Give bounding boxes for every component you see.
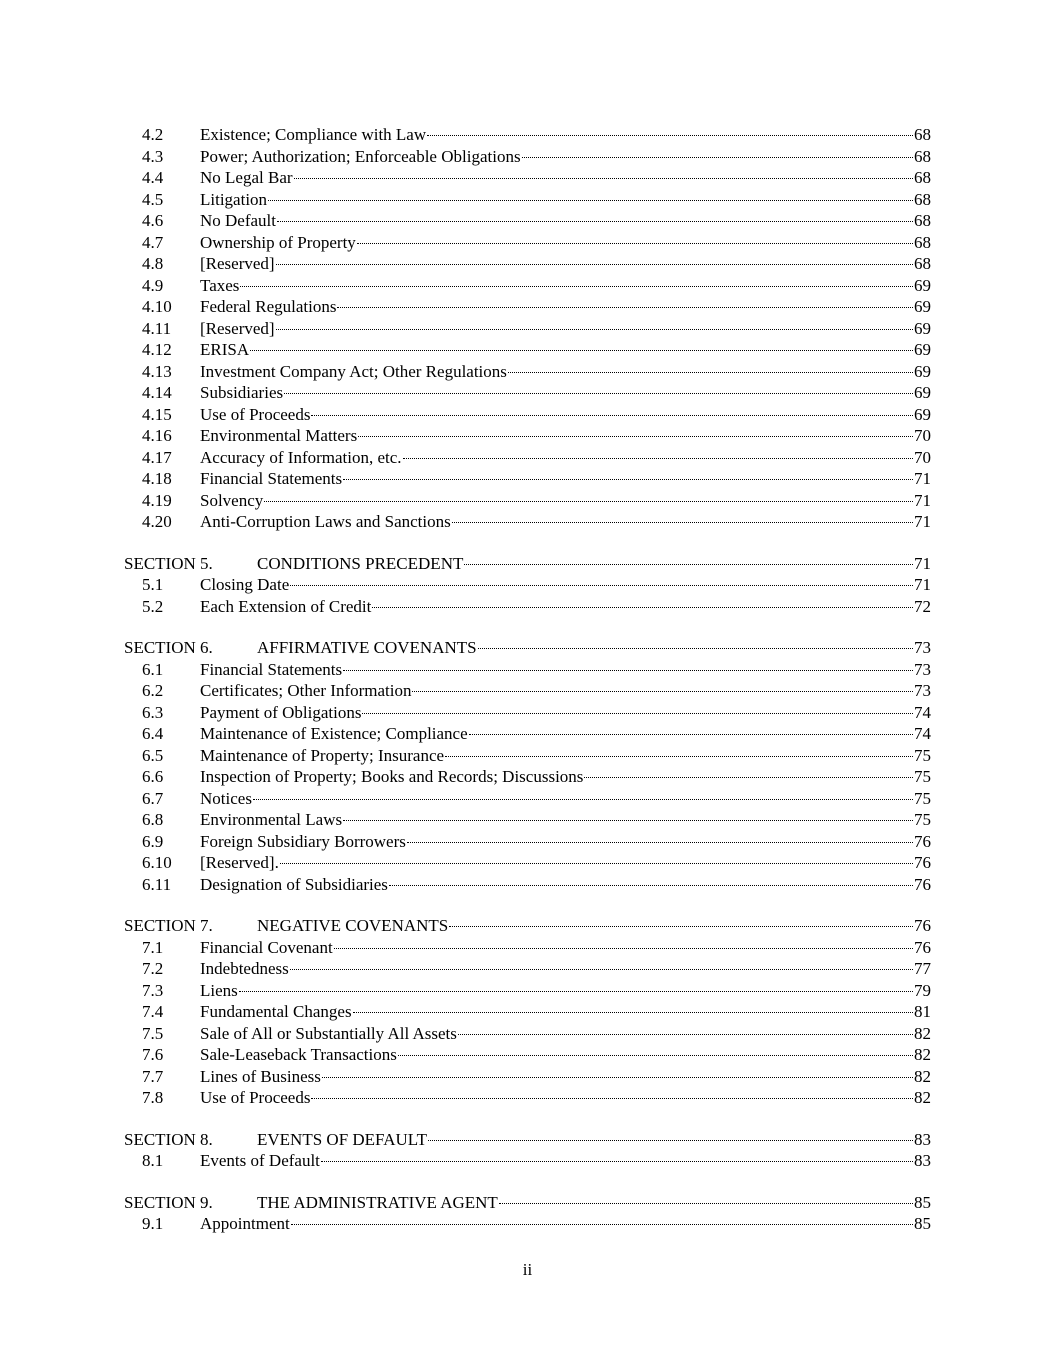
dot-leader xyxy=(464,564,913,565)
dot-leader xyxy=(277,221,913,222)
toc-entry[interactable] xyxy=(0,809,1055,831)
toc-entry[interactable] xyxy=(0,404,1055,426)
toc-entry[interactable] xyxy=(0,788,1055,810)
entry-title: Federal Regulations xyxy=(200,297,337,316)
entry-number: 4.4 xyxy=(142,168,164,187)
entry-line xyxy=(200,447,931,469)
toc-entry[interactable] xyxy=(0,852,1055,874)
entry-number: 7.7 xyxy=(142,1066,164,1086)
entry-number: 9.1 xyxy=(142,1214,164,1233)
entry-line xyxy=(200,980,931,1002)
entry-page-number: 76 xyxy=(914,831,931,851)
entry-line xyxy=(200,490,931,512)
dot-leader xyxy=(250,350,913,351)
entry-page-number: 69 xyxy=(914,404,931,424)
toc-section-heading[interactable] xyxy=(0,553,1055,575)
toc-entry[interactable] xyxy=(0,958,1055,980)
entry-title: Ownership of Property xyxy=(200,232,356,252)
entry-line xyxy=(200,766,931,788)
entry-page-number: 69 xyxy=(914,318,931,338)
entry-number: 6.9 xyxy=(142,831,164,851)
toc-entry[interactable] xyxy=(0,1044,1055,1066)
entry-line xyxy=(200,511,931,533)
entry-line xyxy=(200,809,931,831)
toc-entry[interactable] xyxy=(0,210,1055,232)
page-number-footer: ii xyxy=(522,1260,533,1279)
entry-title: Accuracy of Information, etc. xyxy=(200,447,402,467)
toc-entry[interactable] xyxy=(0,232,1055,254)
entry-title: Sale-Leaseback Transactions xyxy=(200,1045,397,1064)
toc-entry[interactable] xyxy=(0,146,1055,168)
entry-line xyxy=(200,831,931,853)
entry-page-number: 82 xyxy=(914,1066,931,1086)
entry-page-number: 72 xyxy=(914,596,931,616)
entry-title: Foreign Subsidiary Borrowers xyxy=(200,831,406,851)
entry-line xyxy=(200,937,931,959)
entry-line xyxy=(200,124,931,146)
entry-number: 4.20 xyxy=(142,512,172,531)
entry-number: 4.15 xyxy=(142,404,172,424)
dot-leader xyxy=(508,372,913,373)
entry-title: Use of Proceeds xyxy=(200,1088,311,1107)
entry-number: 7.1 xyxy=(142,937,164,957)
toc-entry[interactable] xyxy=(0,680,1055,702)
entry-number: 5.1 xyxy=(142,575,164,594)
dot-leader xyxy=(291,1224,913,1225)
entry-number: 4.2 xyxy=(142,125,164,144)
entry-number: 4.5 xyxy=(142,189,164,209)
section-number: SECTION 8. xyxy=(124,1129,213,1149)
entry-number: 4.7 xyxy=(142,232,164,252)
dot-leader xyxy=(240,286,913,287)
entry-page-number: 81 xyxy=(914,1002,931,1021)
dot-leader xyxy=(358,436,913,437)
section-title: EVENTS OF DEFAULT xyxy=(257,1129,428,1149)
toc-entry[interactable] xyxy=(0,447,1055,469)
dot-leader xyxy=(499,1203,913,1204)
entry-number: 4.10 xyxy=(142,297,172,316)
entry-page-number: 83 xyxy=(914,1151,931,1170)
entry-title: Appointment xyxy=(200,1214,290,1233)
toc-entry[interactable] xyxy=(0,745,1055,767)
dot-leader xyxy=(343,820,913,821)
entry-number: 4.9 xyxy=(142,275,164,295)
toc-section-heading[interactable] xyxy=(0,637,1055,659)
toc-entry[interactable] xyxy=(0,596,1055,618)
entry-number: 6.7 xyxy=(142,788,164,808)
dot-leader xyxy=(311,415,913,416)
toc-entry[interactable] xyxy=(0,980,1055,1002)
entry-page-number: 68 xyxy=(914,146,931,166)
toc-entry[interactable] xyxy=(0,189,1055,211)
dot-leader xyxy=(294,178,913,179)
entry-page-number: 71 xyxy=(914,575,931,594)
entry-title: [Reserved]. xyxy=(200,853,279,872)
toc-entry[interactable] xyxy=(0,766,1055,788)
section-number: SECTION 5. xyxy=(124,553,213,573)
dot-leader xyxy=(372,607,913,608)
entry-number: 7.8 xyxy=(142,1088,164,1107)
toc-entry[interactable] xyxy=(0,723,1055,745)
entry-title: Closing Date xyxy=(200,575,290,594)
entry-page-number: 68 xyxy=(914,232,931,252)
entry-line xyxy=(200,1150,931,1172)
entry-line xyxy=(200,468,931,490)
dot-leader xyxy=(398,1055,913,1056)
dot-leader xyxy=(334,948,913,949)
toc-entry[interactable] xyxy=(0,1066,1055,1088)
entry-number: 4.6 xyxy=(142,211,164,230)
entry-line xyxy=(200,210,931,232)
section-number: SECTION 9. xyxy=(124,1192,213,1212)
dot-leader xyxy=(284,393,913,394)
dot-leader xyxy=(239,991,913,992)
dot-leader xyxy=(353,1012,913,1013)
entry-page-number: 69 xyxy=(914,361,931,381)
dot-leader xyxy=(253,799,913,800)
entry-line xyxy=(200,723,931,745)
entry-page-number: 73 xyxy=(914,681,931,700)
entry-line xyxy=(200,382,931,404)
dot-leader xyxy=(458,1034,913,1035)
entry-line xyxy=(200,596,931,618)
entry-title: Notices xyxy=(200,788,252,808)
entry-page-number: 68 xyxy=(914,168,931,187)
entry-number: 7.5 xyxy=(142,1023,164,1043)
entry-number: 6.5 xyxy=(142,745,164,765)
entry-page-number: 75 xyxy=(914,767,931,786)
toc-entry[interactable] xyxy=(0,831,1055,853)
entry-title: Financial Statements xyxy=(200,469,343,488)
entry-line xyxy=(200,874,931,896)
entry-title: Inspection of Property; Books and Records; Discussions xyxy=(200,767,584,786)
toc-entry[interactable] xyxy=(0,574,1055,596)
dot-leader xyxy=(322,1077,913,1078)
toc-entry[interactable] xyxy=(0,124,1055,146)
entry-title: Events of Default xyxy=(200,1151,320,1170)
entry-title: Taxes xyxy=(200,275,240,295)
entry-title: Liens xyxy=(200,980,238,1000)
entry-title: Lines of Business xyxy=(200,1066,321,1086)
dot-leader xyxy=(290,969,913,970)
entry-page-number: 82 xyxy=(914,1023,931,1043)
dot-leader xyxy=(469,734,913,735)
entry-page-number: 76 xyxy=(914,874,931,894)
section-page-number: 83 xyxy=(914,1129,931,1149)
toc-entry[interactable] xyxy=(0,874,1055,896)
entry-title: Maintenance of Existence; Compliance xyxy=(200,724,468,743)
entry-page-number: 68 xyxy=(914,211,931,230)
section-entry xyxy=(257,1129,931,1151)
entry-number: 4.12 xyxy=(142,340,172,359)
dot-leader xyxy=(337,307,913,308)
toc-entry[interactable] xyxy=(0,1001,1055,1023)
entry-title: No Legal Bar xyxy=(200,168,293,187)
dot-leader xyxy=(362,713,913,714)
entry-page-number: 74 xyxy=(914,702,931,722)
entry-page-number: 82 xyxy=(914,1045,931,1064)
entry-line xyxy=(200,146,931,168)
toc-entry[interactable] xyxy=(0,318,1055,340)
entry-page-number: 69 xyxy=(914,275,931,295)
section-page-number: 85 xyxy=(914,1192,931,1212)
dot-leader xyxy=(311,1098,913,1099)
section-page-number: 73 xyxy=(914,638,931,657)
entry-line xyxy=(200,659,931,681)
entry-line xyxy=(200,1213,931,1235)
toc-entry[interactable] xyxy=(0,1023,1055,1045)
entry-title: ERISA xyxy=(200,340,250,359)
entry-line xyxy=(200,1001,931,1023)
dot-leader xyxy=(478,648,913,649)
toc-entry[interactable] xyxy=(0,425,1055,447)
entry-line xyxy=(200,361,931,383)
entry-title: Financial Covenant xyxy=(200,937,333,957)
entry-page-number: 71 xyxy=(914,469,931,488)
entry-page-number: 69 xyxy=(914,297,931,316)
dot-leader xyxy=(276,329,913,330)
entry-number: 6.10 xyxy=(142,853,172,872)
entry-title: Sale of All or Substantially All Assets xyxy=(200,1023,457,1043)
entry-page-number: 77 xyxy=(914,959,931,978)
entry-page-number: 75 xyxy=(914,810,931,829)
dot-leader xyxy=(427,135,913,136)
toc-section-heading[interactable] xyxy=(0,915,1055,937)
entry-title: Environmental Laws xyxy=(200,810,343,829)
section-number: SECTION 6. xyxy=(124,638,213,657)
entry-number: 6.11 xyxy=(142,874,172,894)
entry-number: 7.4 xyxy=(142,1002,164,1021)
toc-entry[interactable] xyxy=(0,937,1055,959)
entry-line xyxy=(200,339,931,361)
entry-title: [Reserved] xyxy=(200,254,275,273)
section-title: CONDITIONS PRECEDENT xyxy=(257,553,464,573)
entry-page-number: 85 xyxy=(914,1214,931,1233)
entry-title: Anti-Corruption Laws and Sanctions xyxy=(200,512,451,531)
entry-number: 6.2 xyxy=(142,681,164,700)
dot-leader xyxy=(280,863,913,864)
entry-title: [Reserved] xyxy=(200,318,275,338)
entry-title: Each Extension of Credit xyxy=(200,596,372,616)
entry-page-number: 68 xyxy=(914,125,931,144)
entry-number: 4.18 xyxy=(142,469,172,488)
entry-page-number: 82 xyxy=(914,1088,931,1107)
entry-page-number: 68 xyxy=(914,254,931,273)
entry-page-number: 68 xyxy=(914,189,931,209)
section-entry xyxy=(257,915,931,937)
entry-page-number: 75 xyxy=(914,788,931,808)
entry-number: 4.3 xyxy=(142,146,164,166)
table-of-contents xyxy=(0,124,1055,1235)
dot-leader xyxy=(452,522,913,523)
dot-leader xyxy=(343,670,913,671)
toc-entry[interactable] xyxy=(0,490,1055,512)
entry-title: No Default xyxy=(200,211,277,230)
entry-number: 6.6 xyxy=(142,767,164,786)
entry-line xyxy=(200,189,931,211)
section-entry xyxy=(257,637,931,659)
entry-line xyxy=(200,680,931,702)
toc-entry[interactable] xyxy=(0,361,1055,383)
entry-line xyxy=(200,232,931,254)
entry-page-number: 76 xyxy=(914,937,931,957)
entry-line xyxy=(200,1066,931,1088)
entry-line xyxy=(200,1023,931,1045)
dot-leader xyxy=(445,756,913,757)
entry-page-number: 69 xyxy=(914,340,931,359)
toc-entry[interactable] xyxy=(0,339,1055,361)
entry-title: Use of Proceeds xyxy=(200,404,311,424)
entry-number: 8.1 xyxy=(142,1151,164,1170)
section-title: AFFIRMATIVE COVENANTS xyxy=(257,638,477,657)
dot-leader xyxy=(389,885,913,886)
entry-title: Power; Authorization; Enforceable Obligations xyxy=(200,146,521,166)
entry-title: Subsidiaries xyxy=(200,383,284,402)
toc-entry[interactable] xyxy=(0,382,1055,404)
toc-entry[interactable] xyxy=(0,468,1055,490)
entry-page-number: 79 xyxy=(914,980,931,1000)
entry-page-number: 69 xyxy=(914,383,931,402)
dot-leader xyxy=(290,585,913,586)
entry-page-number: 76 xyxy=(914,853,931,872)
dot-leader xyxy=(276,264,913,265)
entry-page-number: 73 xyxy=(914,659,931,679)
entry-number: 6.4 xyxy=(142,724,164,743)
section-title: NEGATIVE COVENANTS xyxy=(257,916,449,935)
entry-line xyxy=(200,788,931,810)
entry-page-number: 75 xyxy=(914,745,931,765)
entry-page-number: 71 xyxy=(914,512,931,531)
entry-page-number: 70 xyxy=(914,426,931,445)
dot-leader xyxy=(343,479,913,480)
dot-leader xyxy=(407,842,913,843)
toc-entry[interactable] xyxy=(0,167,1055,189)
entry-line xyxy=(200,1087,931,1109)
entry-line xyxy=(200,425,931,447)
dot-leader xyxy=(321,1161,913,1162)
toc-entry[interactable] xyxy=(0,511,1055,533)
entry-line xyxy=(200,1044,931,1066)
entry-number: 7.6 xyxy=(142,1045,164,1064)
entry-page-number: 71 xyxy=(914,490,931,510)
entry-line xyxy=(200,852,931,874)
dot-leader xyxy=(428,1140,913,1141)
toc-entry[interactable] xyxy=(0,253,1055,275)
toc-entry[interactable] xyxy=(0,702,1055,724)
entry-title: Existence; Compliance with Law xyxy=(200,125,427,144)
entry-title: Fundamental Changes xyxy=(200,1002,352,1021)
section-entry xyxy=(257,553,931,575)
entry-line xyxy=(200,318,931,340)
entry-number: 4.14 xyxy=(142,383,172,402)
toc-section-heading[interactable] xyxy=(0,1129,1055,1151)
entry-number: 6.1 xyxy=(142,659,164,679)
toc-entry[interactable] xyxy=(0,275,1055,297)
section-title: THE ADMINISTRATIVE AGENT xyxy=(257,1192,498,1212)
entry-line xyxy=(200,275,931,297)
toc-entry[interactable] xyxy=(0,296,1055,318)
entry-number: 4.17 xyxy=(142,447,172,467)
entry-title: Investment Company Act; Other Regulations xyxy=(200,361,507,381)
entry-line xyxy=(200,167,931,189)
entry-title: Litigation xyxy=(200,189,268,209)
entry-number: 4.13 xyxy=(142,361,172,381)
dot-leader xyxy=(264,501,913,502)
entry-title: Designation of Subsidiaries xyxy=(200,874,388,894)
entry-title: Environmental Matters xyxy=(200,426,358,445)
entry-title: Payment of Obligations xyxy=(200,702,362,722)
entry-page-number: 74 xyxy=(914,724,931,743)
dot-leader xyxy=(449,926,913,927)
section-number: SECTION 7. xyxy=(124,916,213,935)
entry-number: 4.11 xyxy=(142,318,172,338)
entry-number: 4.19 xyxy=(142,490,172,510)
entry-number: 6.8 xyxy=(142,810,164,829)
entry-line xyxy=(200,574,931,596)
entry-title: Financial Statements xyxy=(200,659,343,679)
entry-title: Certificates; Other Information xyxy=(200,681,412,700)
toc-section-heading[interactable] xyxy=(0,1192,1055,1214)
section-page-number: 76 xyxy=(914,916,931,935)
entry-number: 6.3 xyxy=(142,702,164,722)
dot-leader xyxy=(412,691,913,692)
entry-number: 4.16 xyxy=(142,426,172,445)
entry-number: 4.8 xyxy=(142,254,164,273)
section-page-number: 71 xyxy=(914,553,931,573)
entry-title: Maintenance of Property; Insurance xyxy=(200,745,445,765)
entry-title: Indebtedness xyxy=(200,959,289,978)
entry-line xyxy=(200,702,931,724)
toc-entry[interactable] xyxy=(0,1213,1055,1235)
dot-leader xyxy=(584,777,913,778)
dot-leader xyxy=(357,243,913,244)
entry-line xyxy=(200,404,931,426)
dot-leader xyxy=(522,157,913,158)
dot-leader xyxy=(403,458,913,459)
entry-number: 5.2 xyxy=(142,596,164,616)
toc-entry[interactable] xyxy=(0,659,1055,681)
section-entry xyxy=(257,1192,931,1214)
entry-line xyxy=(200,958,931,980)
entry-number: 7.3 xyxy=(142,980,164,1000)
entry-page-number: 70 xyxy=(914,447,931,467)
entry-line xyxy=(200,253,931,275)
entry-number: 7.2 xyxy=(142,959,164,978)
entry-line xyxy=(200,745,931,767)
entry-title: Solvency xyxy=(200,490,264,510)
toc-entry[interactable] xyxy=(0,1087,1055,1109)
dot-leader xyxy=(268,200,913,201)
entry-line xyxy=(200,296,931,318)
toc-entry[interactable] xyxy=(0,1150,1055,1172)
